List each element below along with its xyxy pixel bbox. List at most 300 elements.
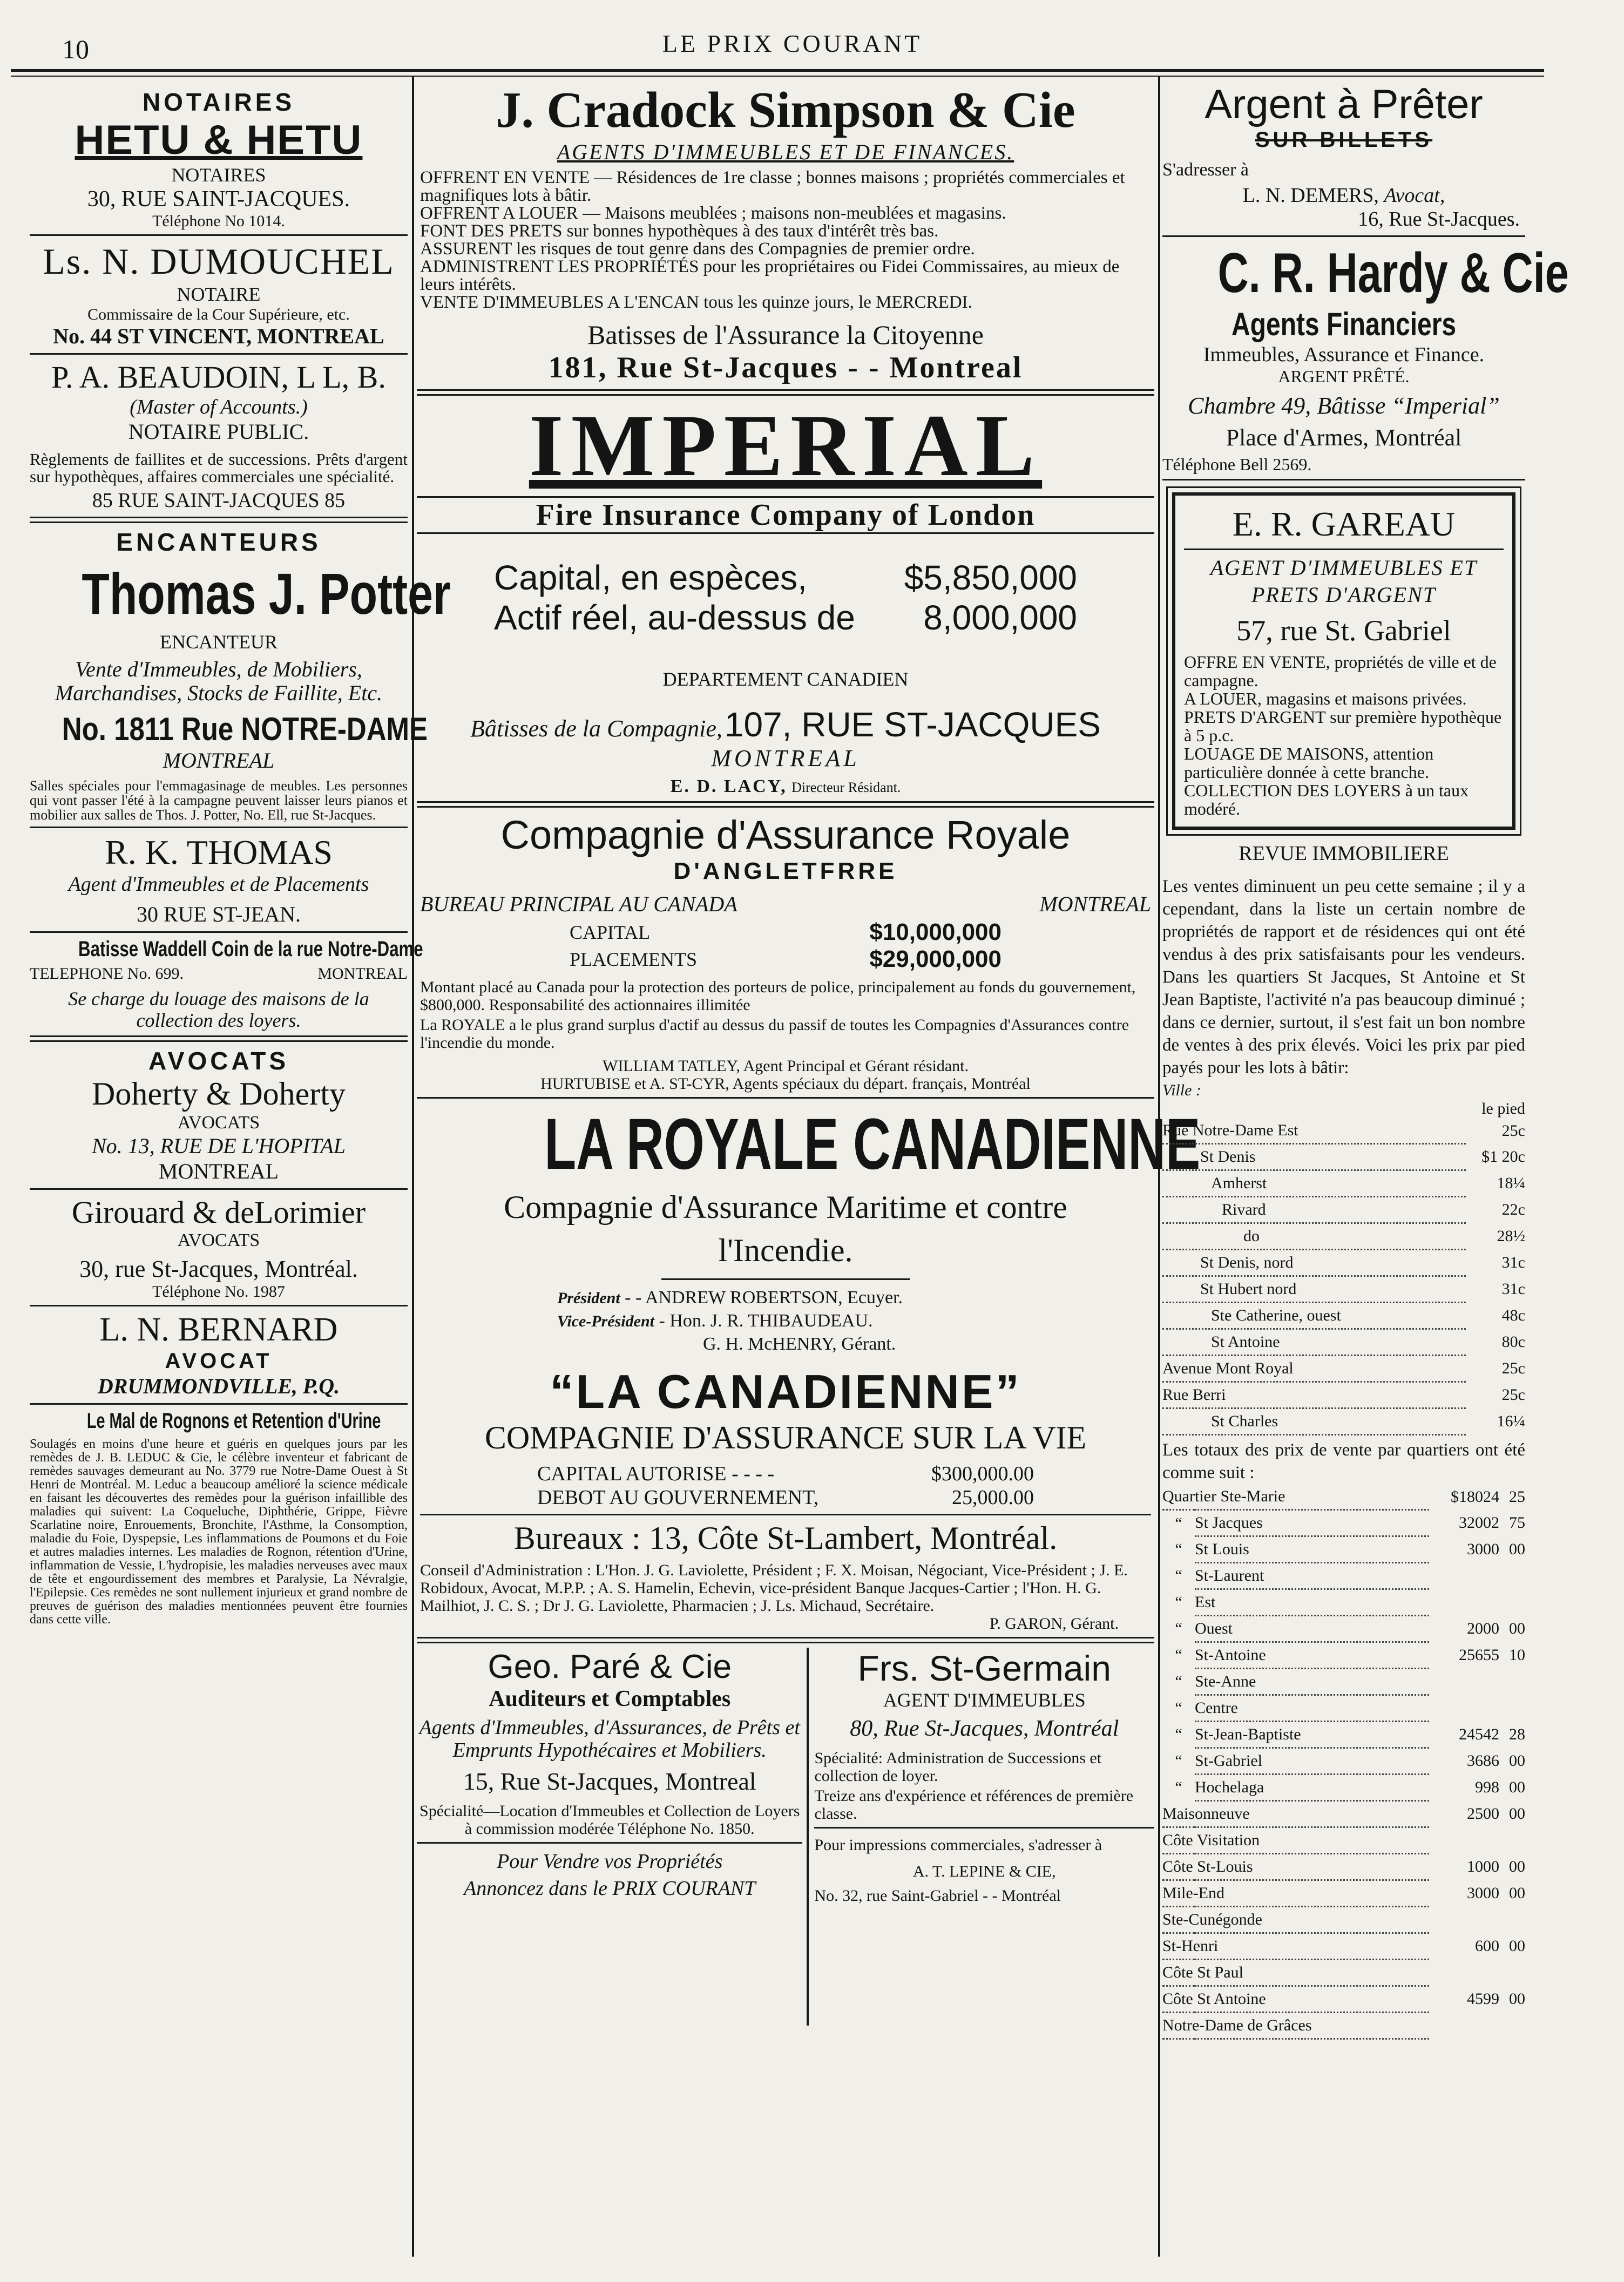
ad-gerant: P. GARON, Gérant. (989, 1615, 1119, 1633)
ville-label: Ville : (1162, 1081, 1201, 1099)
quartier-cents: 00 (1509, 1752, 1525, 1770)
quartier-cents: 28 (1509, 1725, 1525, 1743)
ad-printer-address: No. 32, rue Saint-Gabriel - - Montréal (814, 1887, 1061, 1905)
ad-special: Spécialité—Location d'Immeubles et Collection de Loyers à commission modérée Téléphone No. 1850. (419, 1802, 800, 1838)
pres-label: Président (557, 1289, 620, 1307)
divider (30, 353, 408, 355)
quartier-mark: “ (1175, 1752, 1182, 1770)
quartier-mark: “ (1175, 1725, 1182, 1743)
ad-address: 30, rue St-Jacques, Montréal. (79, 1256, 358, 1282)
ad-line: A LOUER, magasins et maisons privées. (1184, 689, 1467, 708)
quartier-amount: 3000 (1467, 1540, 1499, 1558)
divider (30, 1188, 408, 1190)
divider (30, 827, 408, 828)
ad-text: Règlements de faillites et de successions. Prêts d'argent sur hypothèques, affaires commerciales une spécialité. (30, 450, 408, 486)
price-row (1162, 1223, 1525, 1250)
price-value: 31c (1501, 1254, 1525, 1271)
quartier-row (1162, 1536, 1525, 1563)
price-row (1162, 1329, 1525, 1356)
ad-bureaux: Bureaux : 13, Côte St-Lambert, Montréal. (513, 1520, 1058, 1556)
ad-address: 15, Rue St-Jacques, Montreal (463, 1768, 756, 1795)
price-row (1162, 1276, 1525, 1303)
capital-label: Capital, en espèces, (494, 558, 807, 597)
quartier-cents: 00 (1509, 1858, 1525, 1875)
price-value: $1 20c (1481, 1148, 1525, 1166)
dep-label: DEBOT AU GOUVERNEMENT, (537, 1486, 819, 1509)
quartier-row (1162, 1510, 1525, 1536)
ad-argent (1162, 81, 1525, 231)
quartier-cents (1499, 1669, 1525, 1695)
quartier-cents (1499, 2013, 1525, 2039)
ad-gareau (1172, 492, 1515, 830)
quartier-amount (1429, 2013, 1499, 2039)
ad-address: 30 RUE ST-JEAN. (136, 902, 301, 926)
ad-role: Auditeurs et Comptables (489, 1687, 731, 1711)
ad-subtitle: Compagnie d'Assurance Maritime et contre l'Incendie. (504, 1189, 1067, 1268)
capital-value: $10,000,000 (869, 919, 1002, 945)
ad-note: Salles spéciales pour l'emmagasinage de meubles. Les personnes qui vont passer l'été à la campagne peuvent laisser leurs pianos et mobilier aux salles de Thos. J. Potter, No. Ell, rue St-Jacques. (30, 778, 408, 823)
ad-line: FONT DES PRETS sur bonnes hypothèques à des taux d'intérêt très bas. (420, 221, 939, 241)
quartier-cents (1499, 1960, 1525, 1986)
quartier-row (1162, 1933, 1525, 1960)
newspaper-title: LE PRIX COURANT (662, 30, 923, 57)
ad-address: 85 RUE SAINT-JACQUES 85 (92, 489, 346, 512)
capital-value: $5,850,000 (904, 558, 1077, 597)
quartier-amount: 2500 (1467, 1805, 1499, 1823)
ad-line: OFFRENT EN VENTE — Résidences de 1re classe ; bonnes maisons ; propriétés commerciales et magnifiques lots à bâtir. (420, 168, 1125, 205)
divider (420, 1514, 1151, 1515)
column-left (30, 81, 451, 2278)
ad-name: R. K. THOMAS (105, 833, 333, 871)
price-table (1162, 1118, 1525, 1435)
price-value: 80c (1501, 1333, 1525, 1351)
quartier-row (1162, 1854, 1525, 1880)
quartier-amount (1429, 1907, 1499, 1933)
quartier-amount: 3000 (1467, 1884, 1499, 1902)
price-street: Ste Catherine, ouest (1162, 1303, 1466, 1329)
price-street: Amherst (1162, 1170, 1466, 1197)
price-value: 25c (1501, 1359, 1525, 1377)
quartier-cents: 75 (1509, 1514, 1525, 1532)
quartier-cents: 00 (1509, 1937, 1525, 1955)
ad-st-germain (809, 1648, 1154, 2026)
ad-name: Doherty & Doherty (92, 1076, 346, 1112)
ad-city: MONTREAL (317, 965, 408, 983)
placements-label: PLACEMENTS (570, 949, 698, 970)
price-street: St Charles (1162, 1409, 1466, 1435)
header-rule-thin (11, 76, 1544, 77)
ad-subtitle: Fire Insurance Company of London (417, 496, 1154, 534)
ad-conseil: Conseil d'Administration : L'Hon. J. G. Laviolette, Président ; F. X. Moisan, Négociant, Vice-Président ; J. E. Robidoux, Avocat, M.P.P. ; A. S. Hamelin, Echevin, vice-président Banque Jacques-Cartier ; l'Hon. H. G. Mailhiot, J. C. S. ; Dr J. G. Laviolette, Pharmacien ; J. Ls. Michaud, Secrétaire. (420, 1561, 1128, 1615)
quartier-amount (1429, 1695, 1499, 1722)
quartier-amount (1429, 1669, 1499, 1695)
ad-name: P. A. BEAUDOIN, L L, B. (51, 360, 386, 395)
quartier-row (1162, 1801, 1525, 1827)
ad-role: AVOCAT (165, 1349, 273, 1373)
quartier-row (1162, 1748, 1525, 1775)
ad-name: Thomas J. Potter (82, 561, 451, 626)
quartier-name: Hochelaga (1195, 1775, 1429, 1801)
divider (417, 1097, 1154, 1099)
price-value: 25c (1501, 1386, 1525, 1404)
price-row (1162, 1356, 1525, 1382)
quartier-amount: 24542 (1459, 1725, 1499, 1743)
ad-address: No. 44 ST VINCENT, MONTREAL (53, 324, 384, 348)
price-street: do (1162, 1223, 1466, 1250)
quartier-mark: “ (1175, 1620, 1182, 1637)
ad-agent: WILLIAM TATLEY, Agent Principal et Gérant résidant. (603, 1057, 969, 1075)
ad-beaudoin (30, 359, 408, 512)
ad-hardy (1162, 241, 1569, 475)
quartier-cents (1499, 1827, 1525, 1854)
quartier-mark: “ (1175, 1514, 1182, 1532)
price-row (1162, 1303, 1525, 1329)
quartier-amount: 4599 (1467, 1990, 1499, 2008)
ad-line: OFFRE EN VENTE, propriétés de ville et de campagne. (1184, 652, 1497, 690)
ad-name: E. R. GAREAU (1232, 505, 1456, 543)
quartier-cents: 00 (1509, 1805, 1525, 1823)
capital-label: CAPITAL (570, 922, 651, 943)
quartier-amount: 2000 (1467, 1620, 1499, 1637)
quartier-name: St Jacques (1195, 1510, 1429, 1536)
ad-address: No. 13, RUE DE L'HOPITAL (91, 1134, 346, 1158)
ad-city: MONTREAL (1039, 892, 1151, 916)
ad-text: Immeubles, Assurance et Finance. (1203, 343, 1485, 366)
ad-role: AGENT D'IMMEUBLES (883, 1689, 1086, 1711)
quartier-name: St-Henri (1162, 1933, 1429, 1960)
ad-royale-canadienne: LA ROYALE CANADIENNE Compagnie d'Assurance Maritime et contre l'Incendie. Président - - ANDREW ROBERTSON, Ecuyer. Vice-Président - Hon. J. R. THIBAUDEAU. G. H. McHENRY, Gérant. (417, 1103, 1154, 1356)
ad-imperial (417, 397, 1154, 797)
quartier-mark: “ (1175, 1567, 1182, 1584)
divider (30, 1403, 408, 1405)
quartier-row (1162, 1484, 1525, 1510)
quartier-amount: 25655 (1459, 1646, 1499, 1664)
ad-name: Girouard & deLorimier (71, 1195, 366, 1230)
avocats-heading: AVOCATS (148, 1047, 289, 1075)
quartier-name: Côte Visitation (1162, 1827, 1429, 1854)
price-value: 31c (1501, 1280, 1525, 1298)
quartier-table (1162, 1484, 1525, 2040)
page-header (0, 0, 1585, 81)
actif-value: 8,000,000 (923, 598, 1077, 637)
ad-name: “LA CANADIENNE” (550, 1365, 1021, 1418)
ad-name: L. N. DEMERS, (1242, 184, 1379, 207)
divider (814, 1827, 1154, 1829)
quartier-cents: 00 (1509, 1620, 1525, 1637)
ad-role: Agents Financiers (1231, 306, 1457, 342)
ad-role: ENCANTEUR (160, 631, 278, 653)
actif-label: Actif réel, au-dessus de (494, 598, 855, 637)
quartier-amount: $18024 (1451, 1487, 1499, 1506)
price-street: Rivard (1162, 1197, 1466, 1223)
quartier-cents (1499, 1695, 1525, 1722)
ad-name: J. Cradock Simpson & Cie (496, 82, 1075, 138)
ad-address: 181, Rue St-Jacques - - Montreal (548, 351, 1023, 384)
ad-text: ARGENT PRÊTÉ. (1278, 367, 1410, 386)
ad-role: NOTAIRE (177, 283, 261, 305)
notaires-heading: NOTAIRES (142, 88, 295, 116)
quartier-name: Mile-End (1162, 1880, 1429, 1907)
price-row (1162, 1197, 1525, 1223)
page-number: 10 (62, 34, 89, 64)
column-divider-left (412, 76, 414, 2257)
ad-role: NOTAIRES (171, 164, 266, 186)
ad-title: Le Mal de Rognons et Retention d'Urine (86, 1409, 381, 1433)
ad-address: 30, RUE SAINT-JACQUES. (87, 187, 350, 212)
ad-la-canadienne (417, 1364, 1154, 1633)
quartier-mark: “ (1175, 1646, 1182, 1664)
ad-girouard (30, 1194, 408, 1301)
ad-text: Vente d'Immeubles, de Mobiliers, Marchandises, Stocks de Faillite, Etc. (55, 657, 383, 705)
price-row (1162, 1144, 1525, 1170)
vice-name: Hon. J. R. THIBAUDEAU. (669, 1311, 873, 1331)
quartier-name: Maisonneuve (1162, 1801, 1429, 1827)
ad-title: Argent à Prêter (1205, 82, 1483, 127)
quartier-cents: 10 (1509, 1646, 1525, 1664)
gerant-name: G. H. McHENRY, Gérant. (703, 1334, 896, 1354)
ad-text: Se charge du louage des maisons de la collection des loyers. (68, 988, 369, 1031)
price-row (1162, 1250, 1525, 1276)
quartier-name: Côte St Antoine (1162, 1986, 1429, 2013)
quartier-amount: 32002 (1459, 1514, 1499, 1532)
ad-batisses: Bâtisses de la Compagnie, (470, 715, 722, 742)
divider (417, 1842, 802, 1844)
ad-role: AVOCATS (177, 1113, 260, 1133)
ad-line: PRETS D'ARGENT sur première hypothèque à 5 p.c. (1184, 707, 1502, 745)
price-street: St Antoine (1162, 1329, 1466, 1356)
ad-text: La ROYALE a le plus grand surplus d'actif au dessus du passif de toutes les Compagnies d'Assurances contre l'incendie du monde. (420, 1016, 1129, 1052)
ad-text: Spécialité: Administration de Successions et collection de loyer. (814, 1749, 1102, 1785)
quartier-row (1162, 1589, 1525, 1616)
price-value: 16¼ (1497, 1412, 1525, 1430)
quartier-cents (1499, 1589, 1525, 1616)
ad-line: VENTE D'IMMEUBLES A L'ENCAN tous les quinze jours, le MERCREDI. (420, 293, 972, 312)
le-pied-label: le pied (1481, 1100, 1525, 1118)
ad-promo: Pour Vendre vos Propriétés (497, 1850, 723, 1873)
ad-line: ADMINISTRENT LES PROPRIÉTÉS pour les propriétaires ou Fidei Commissaires, au mieux de leurs intérêts. (420, 257, 1120, 294)
quartier-cents: 00 (1509, 1778, 1525, 1796)
ad-subtitle: D'ANGLETFRRE (673, 858, 898, 884)
ad-name: IMPERIAL (529, 397, 1043, 495)
ad-city: MONTREAL (711, 745, 860, 771)
quartier-name: St-Laurent (1195, 1563, 1429, 1589)
quartier-name: Ste-Anne (1195, 1669, 1429, 1695)
quartier-mark: “ (1175, 1699, 1182, 1717)
divider (417, 801, 1154, 808)
ad-role: Agent d'Immeubles et de Placements (68, 873, 369, 896)
ad-address: 80, Rue St-Jacques, Montréal (850, 1716, 1119, 1741)
ad-name: Compagnie d'Assurance Royale (500, 812, 1071, 857)
quartier-name: Est (1195, 1589, 1429, 1616)
quartier-amount: 600 (1475, 1937, 1499, 1955)
quartier-amount: 998 (1475, 1778, 1499, 1796)
ad-text: Pour impressions commerciales, s'adresser à (814, 1836, 1102, 1854)
ad-name: L. N. BERNARD (99, 1311, 338, 1348)
quartier-cents: 25 (1509, 1487, 1525, 1506)
ad-address: 57, rue St. Gabriel (1236, 614, 1451, 647)
quartier-name: Ste-Cunégonde (1162, 1907, 1429, 1933)
price-value: 18¼ (1497, 1174, 1525, 1192)
ad-role: Avocat, (1384, 184, 1445, 207)
ad-lines (420, 169, 1151, 312)
quartier-row (1162, 1642, 1525, 1669)
divider (30, 1035, 408, 1042)
quartier-row (1162, 1960, 1525, 1986)
quartier-mark: “ (1175, 1672, 1182, 1690)
ad-line: ASSURENT les risques de tout genre dans des Compagnies de premier ordre. (420, 239, 975, 259)
quartier-cents (1499, 1907, 1525, 1933)
ad-city: MONTREAL (163, 748, 275, 773)
ad-role: AGENT D'IMMEUBLES ET PRETS D'ARGENT (1210, 556, 1478, 607)
ad-title: Commissaire de la Cour Supérieure, etc. (87, 306, 350, 323)
dep-value: 25,000.00 (952, 1486, 1034, 1509)
ad-rognons (30, 1409, 408, 1627)
ad-director: E. D. LACY, (670, 776, 787, 796)
divider (1162, 235, 1525, 237)
cap-value: $300,000.00 (931, 1462, 1034, 1485)
ad-thomas (30, 832, 423, 1031)
price-value: 25c (1501, 1121, 1525, 1140)
divider (30, 234, 408, 236)
ad-promo: Annoncez dans le PRIX COURANT (464, 1877, 756, 1900)
quartier-amount: 3686 (1467, 1752, 1499, 1770)
ad-subtitle: SUR BILLETS (1255, 128, 1433, 152)
ad-pare (417, 1648, 809, 2026)
ad-name: Ls. N. DUMOUCHEL (43, 241, 395, 282)
quartier-name: St-Gabriel (1195, 1748, 1429, 1775)
quartier-amount (1429, 1827, 1499, 1854)
quartier-name: St Louis (1195, 1536, 1429, 1563)
ad-line: OFFRENT A LOUER — Maisons meublées ; maisons non-meublées et magasins. (420, 204, 1006, 223)
quartier-cents: 00 (1509, 1884, 1525, 1902)
ad-phone: TELEPHONE No. 699. (30, 965, 184, 983)
ad-text: S'adresser à (1162, 160, 1249, 180)
price-row (1162, 1170, 1525, 1197)
divider (30, 1305, 408, 1306)
divider (1184, 549, 1504, 550)
quartier-name: Centre (1195, 1695, 1429, 1722)
ad-phone: Téléphone Bell 2569. (1162, 455, 1312, 474)
price-value: 22c (1501, 1201, 1525, 1218)
ad-line: COLLECTION DES LOYERS à un taux modéré. (1184, 781, 1469, 818)
quartier-amount (1429, 1563, 1499, 1589)
ad-agent: HURTUBISE et A. ST-CYR, Agents spéciaux du départ. français, Montréal (540, 1075, 1031, 1093)
quartier-mark: “ (1175, 1593, 1182, 1611)
quartier-name: Côte St Paul (1162, 1960, 1429, 1986)
quartier-cents: 00 (1509, 1990, 1525, 2008)
placements-value: $29,000,000 (869, 946, 1002, 972)
quartier-row (1162, 1695, 1525, 1722)
ad-city: DRUMMONDVILLE, P.Q. (97, 1374, 340, 1398)
ad-text: Treize ans d'expérience et références de première classe. (814, 1787, 1134, 1823)
price-street: St Denis, nord (1162, 1250, 1466, 1276)
ad-building: Batisses de l'Assurance la Citoyenne (587, 320, 984, 350)
quartier-cents: 00 (1509, 1540, 1525, 1558)
quartier-row (1162, 1669, 1525, 1695)
ad-dumouchel (30, 240, 408, 349)
quartier-amount (1429, 1589, 1499, 1616)
revue-title: REVUE IMMOBILIERE (1239, 842, 1449, 865)
ad-printer: A. T. LEPINE & CIE, (912, 1863, 1056, 1880)
ad-name: Geo. Paré & Cie (488, 1648, 732, 1685)
quartier-name: Côte St-Louis (1162, 1854, 1429, 1880)
ad-director-title: Directeur Résidant. (791, 780, 901, 795)
quartier-amount: 1000 (1467, 1858, 1499, 1875)
quartier-row (1162, 1880, 1525, 1907)
ad-line: LOUAGE DE MAISONS, attention particulière donnée à cette branche. (1184, 744, 1434, 782)
divider (30, 517, 408, 523)
quartier-row (1162, 1563, 1525, 1589)
quartier-row (1162, 1907, 1525, 1933)
price-value: 28½ (1497, 1227, 1525, 1245)
quartier-name: Notre-Dame de Grâces (1162, 2013, 1429, 2039)
ad-place: Place d'Armes, Montréal (1226, 424, 1462, 451)
quartier-name: St-Antoine (1195, 1642, 1429, 1669)
price-street: Rue Notre-Dame Est (1162, 1118, 1466, 1144)
quartier-name: Quartier Ste-Marie (1162, 1484, 1429, 1510)
divider (417, 1637, 1154, 1643)
ad-role: AVOCATS (177, 1230, 260, 1250)
ad-title: (Master of Accounts.) (130, 396, 308, 418)
ad-doherty (30, 1075, 408, 1184)
ad-address: No. 1811 Rue NOTRE-DAME (62, 711, 428, 747)
ad-phone: Téléphone No. 1987 (152, 1283, 285, 1301)
cap-label: CAPITAL AUTORISE - - - - (537, 1462, 775, 1485)
divider (1162, 479, 1525, 480)
ad-name: C. R. Hardy & Cie (1217, 242, 1569, 304)
quartier-name: St-Jean-Baptiste (1195, 1722, 1429, 1748)
ad-city: MONTREAL (158, 1159, 279, 1183)
ad-royale (417, 812, 1154, 1093)
pres-name: ANDREW ROBERTSON, Ecuyer. (645, 1288, 903, 1308)
price-street: St Denis (1162, 1144, 1466, 1170)
ad-text: Soulagés en moins d'une heure et guéris en quelques jours par les remèdes de J. B. LEDUC & Cie, le célèbre inventeur et fabricant de remèdes sauvages demeurant au No. 3779 rue Notre-Dame Ouest à St Henri de Montréal. M. Leduc a beaucoup amélioré la science médicale en faisant les découvertes des remèdes pour la guérison infaillible des maladies qui suivent: La Coqueluche, Diphthérie, Grippe, Fièvre Scarlatine noire, Enrouements, Bronchite, l'Asthme, la Consomption, maladie du Foie, Dyspepsie, Les inflammations de Poumons et du Foie et autres maladies internes. Les maladies de Rognon, rétention d'Urine, inflammation de Vessie, L'hydropisie, les maladies nerveuses avec maux de tête et engourdissement des membres et Paralysie, La Névralgie, l'Epilepsie. Ces remèdes ne sont nullement injurieux et grand nombre de preuves de guérison des maladies mentionnées peuvent être fournies dans cette ville. (30, 1437, 408, 1627)
encanteurs-heading: ENCANTEURS (116, 528, 321, 556)
divider (30, 931, 408, 933)
ad-subtitle: COMPAGNIE D'ASSURANCE SUR LA VIE (484, 1420, 1087, 1455)
quartier-row (1162, 1722, 1525, 1748)
ad-text: Montant placé au Canada pour la protection des porteurs de police, principalement au fonds du gouvernement, $800,000. Responsabilité des actionnaires illimitée (420, 978, 1136, 1014)
price-street: St Hubert nord (1162, 1276, 1466, 1303)
quartier-row (1162, 2013, 1525, 2039)
price-value: 48c (1501, 1306, 1525, 1324)
ad-text: Agents d'Immeubles, d'Assurances, de Prêts et Emprunts Hypothécaires et Mobiliers. (419, 1716, 800, 1762)
ad-chambre: Chambre 49, Bâtisse “Imperial” (1188, 392, 1500, 419)
ad-bernard (30, 1311, 408, 1399)
ad-hetu (30, 117, 408, 230)
divider (661, 1278, 910, 1280)
totaux-text: Les totaux des prix de vente par quartiers ont été comme suit : (1162, 1440, 1525, 1482)
divider (417, 389, 1154, 396)
price-row (1162, 1118, 1525, 1144)
quartier-cents (1499, 1563, 1525, 1589)
quartier-amount (1429, 1960, 1499, 1986)
ad-bureau: BUREAU PRINCIPAL AU CANADA (420, 892, 737, 916)
ad-subtitle: AGENTS D'IMMEUBLES ET DE FINANCES. (557, 140, 1014, 164)
price-row (1162, 1409, 1525, 1435)
price-street: Avenue Mont Royal (1162, 1356, 1466, 1382)
quartier-mark: “ (1175, 1778, 1182, 1796)
vice-label: Vice-Président (557, 1312, 654, 1330)
header-rule (11, 69, 1544, 72)
ad-role: NOTAIRE PUBLIC. (128, 419, 309, 444)
column-right (1162, 81, 1569, 2278)
price-row (1162, 1382, 1525, 1409)
ad-phone: Téléphone No 1014. (152, 212, 285, 230)
quartier-row (1162, 1775, 1525, 1801)
ad-address: 16, Rue St-Jacques. (1358, 208, 1520, 231)
ad-name: LA ROYALE CANADIENNE (544, 1104, 1201, 1184)
